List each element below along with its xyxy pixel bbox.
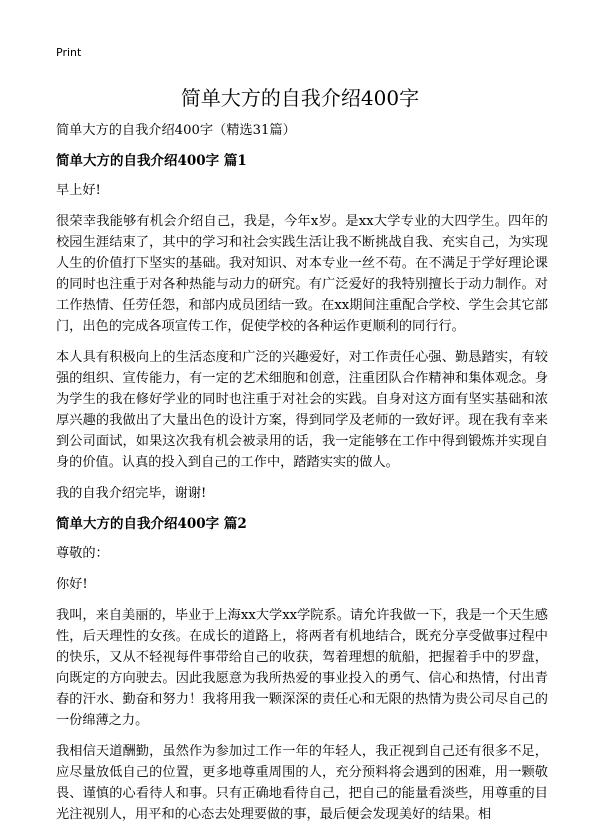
section-heading-1: 简单大方的自我介绍400字 篇1 [56,153,247,169]
paragraph: 尊敬的： [56,546,109,561]
paragraph: 早上好! [56,183,101,198]
document-subtitle: 简单大方的自我介绍400字（精选31篇） [56,123,296,138]
paragraph: 我叫，来自美丽的，毕业于上海xx大学xx学院系。请允许我做一下，我是一个天生感性，后天理性的女孩。在成长的道路上，将两者有机地结合，既充分享受做事过程中的快乐，又从不轻视每件事带给自己的收获，驾着理想的航船，把握着手中的罗盘，向既定的方向驶去。因此我愿意为我所热爱的事业投入的勇气、信心和热情，付出青春的汗水、勤奋和努力！我将用我一颗深深的责任心和无限的热情为贵公司尽自己的一份绵薄之力。 [56,608,548,728]
section-heading-2: 简单大方的自我介绍400字 篇2 [56,516,247,532]
print-label: Print [56,46,82,59]
document-body [56,120,548,835]
paragraph: 我相信天道酬勤，虽然作为参加过工作一年的年轻人，我正视到自己还有很多不足，应尽量放低自己的位置，更多地尊重周围的人，充分预料将会遇到的困难，用一颗敬畏、谨慎的心看待人和事。只有正确地看待自己，把自己的能量看淡些，用尊重的目光注视别人，用平和的心态去处理要做的事，最后便会发现美好的结果。相 [56,744,548,822]
paragraph: 我的自我介绍完毕，谢谢! [56,486,207,501]
paragraph: 本人具有积极向上的生活态度和广泛的兴趣爱好，对工作责任心强、勤恳踏实，有较强的组织、宣传能力，有一定的艺术细胞和创意，注重团队合作精神和集体观念。身为学生的我在修好学业的同时也注重于对社会的实践。自身对这方面有坚实基础和浓厚兴趣的我做出了大量出色的设计方案，得到同学及老师的一致好评。现在我有幸来到公司面试，如果这次我有机会被录用的话，我一定能够在工作中得到锻炼并实现自身的价值。认真的投入到自己的工作中，踏踏实实的做人。 [56,350,548,470]
paragraph: 你好! [56,577,88,592]
paragraph: 很荣幸我能够有机会介绍自己，我是，今年x岁。是xx大学专业的大四学生。四年的校园生涯结束了，其中的学习和社会实践生活让我不断挑战自我、充实自己，为实现人生的价值打下坚实的基础。我对知识、对本专业一丝不苟。在不满足于学好理论课的同时也注重于对各种热能与动力的研究。有广泛爱好的我特别擅长于动力制作。对工作热情、任劳任怨，和部内成员团结一致。在xx期间注重配合学校、学生会其它部门，出色的完成各项宣传工作，促使学校的各种运作更顺利的同行行。 [56,214,548,334]
document-title: 简单大方的自我介绍400字 [180,86,420,110]
